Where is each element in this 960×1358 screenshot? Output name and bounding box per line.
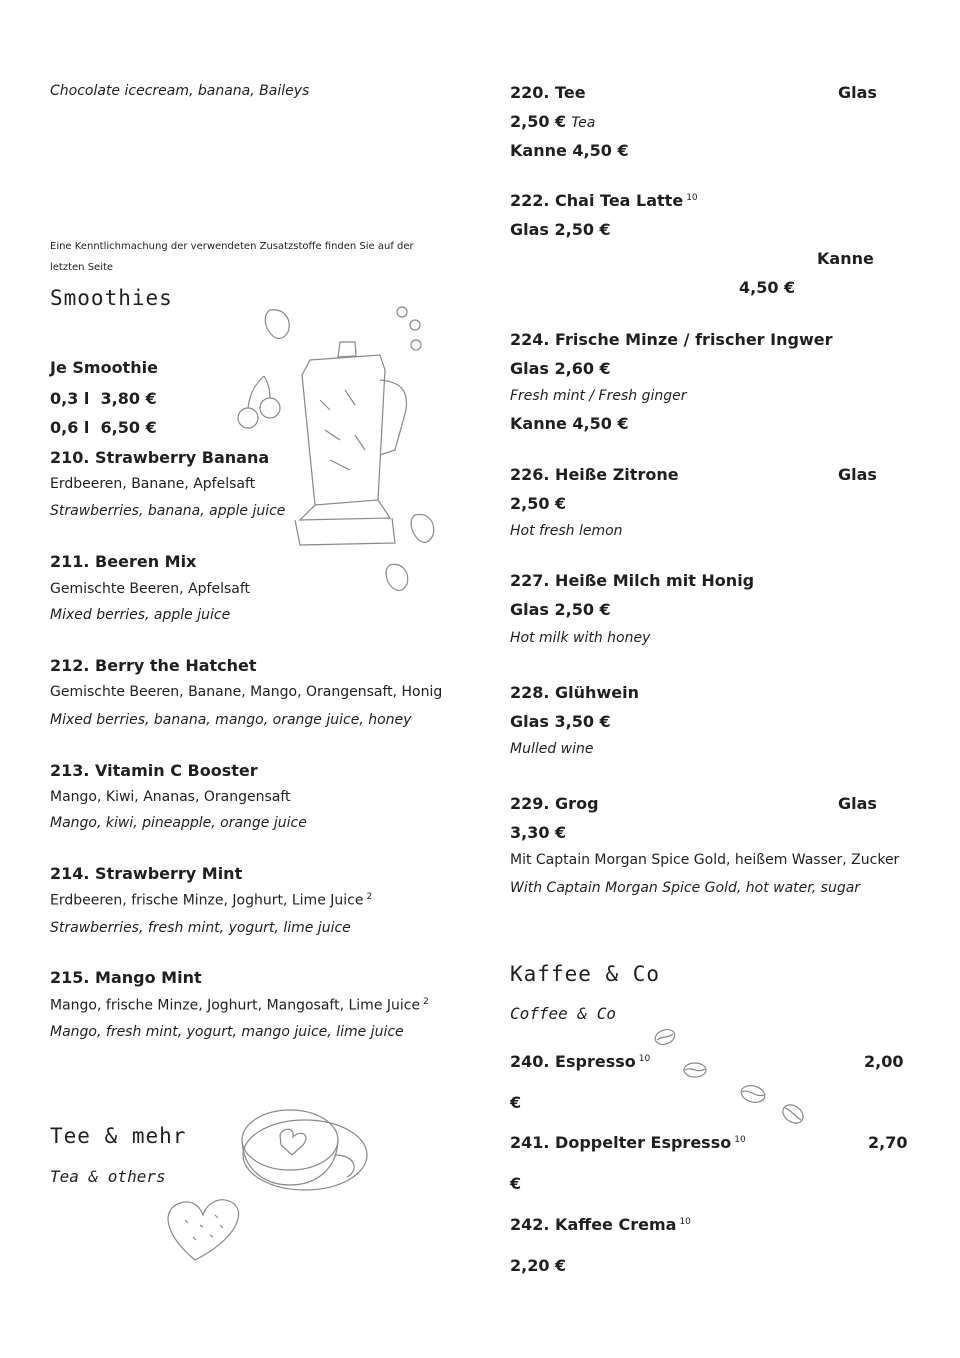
- menu-item-title: 210. Strawberry Banana: [50, 448, 270, 467]
- additive-footnote-marker: 10: [679, 1216, 691, 1227]
- menu-item-price: 2,50 €: [510, 494, 567, 513]
- menu-item-ingredients-en: Strawberries, fresh mint, yogurt, lime juice: [50, 920, 351, 936]
- menu-item-glas-price: Glas 2,60 €: [510, 359, 611, 378]
- menu-item-price: 4,50 €: [739, 278, 796, 297]
- menu-item-ingredients-en: Mango, kiwi, pineapple, orange juice: [50, 815, 307, 831]
- menu-item-name-en: Mulled wine: [510, 741, 594, 757]
- menu-item-size-label: Glas: [838, 465, 877, 484]
- menu-item-name-en: Hot fresh lemon: [510, 523, 623, 539]
- dessert-description: Chocolate icecream, banana, Baileys: [50, 83, 310, 99]
- menu-item-title: 240. Espresso $^{10}$: [510, 1052, 651, 1071]
- kaffee-heading: Kaffee & Co: [510, 962, 661, 986]
- menu-item-name-en: Tea: [571, 115, 596, 131]
- menu-item-price: 3,30 €: [510, 823, 567, 842]
- additives-footnote-line2: letzten Seite: [50, 262, 114, 273]
- menu-item-ingredients-en: Strawberries, banana, apple juice: [50, 503, 286, 519]
- menu-item-title: 211. Beeren Mix: [50, 552, 197, 571]
- menu-item-glas-price: Glas 2,50 €: [510, 220, 611, 239]
- menu-item-title: 228. Glühwein: [510, 683, 639, 702]
- menu-item-size-label: Kanne: [817, 249, 874, 268]
- additive-footnote-marker: 10: [638, 1053, 651, 1064]
- menu-item-title: 213. Vitamin C Booster: [50, 761, 258, 780]
- smoothies-heading: Smoothies: [50, 286, 173, 310]
- menu-item-title: 224. Frische Minze / frischer Ingwer: [510, 330, 833, 349]
- menu-item-price: 2,20 €: [510, 1256, 567, 1275]
- menu-item-currency: €: [510, 1093, 522, 1112]
- menu-item-ingredients-en: With Captain Morgan Spice Gold, hot water, sugar: [510, 880, 861, 896]
- menu-item-currency: €: [510, 1174, 522, 1193]
- coffee-bean-sketch-icon: [645, 1022, 815, 1132]
- additives-footnote-line1: Eine Kenntlichmachung der verwendeten Zusatzstoffe finden Sie auf der: [50, 241, 414, 252]
- menu-item-kanne-price: Kanne 4,50 €: [510, 414, 629, 433]
- menu-item-price-row: [510, 112, 595, 131]
- menu-item-ingredients-en: Mixed berries, banana, mango, orange juice, honey: [50, 712, 412, 728]
- menu-item-title: 214. Strawberry Mint: [50, 864, 243, 883]
- coffee-cup-sketch-icon: [155, 1085, 380, 1280]
- menu-item-ingredients-en: Mixed berries, apple juice: [50, 607, 231, 623]
- menu-item-size-label: Glas: [838, 83, 877, 102]
- menu-item-ingredients-de: Gemischte Beeren, Banane, Mango, Orangensaft, Honig: [50, 684, 443, 700]
- menu-item-ingredients-de: Mit Captain Morgan Spice Gold, heißem Wasser, Zucker: [510, 852, 900, 868]
- smoothie-size-small: 0,3 l 3,80 €: [50, 389, 157, 408]
- menu-item-ingredients-de: Mango, frische Minze, Joghurt, Mangosaft, Lime Juice $^2$: [50, 997, 429, 1014]
- additive-footnote-marker: 2: [366, 892, 373, 902]
- menu-item-title: 222. Chai Tea Latte $^{10}$: [510, 191, 698, 210]
- je-smoothie-label: Je Smoothie: [50, 358, 158, 377]
- menu-item-name-en: Fresh mint / Fresh ginger: [510, 388, 687, 404]
- menu-item-title: 215. Mango Mint: [50, 968, 202, 987]
- menu-item-title: 242. Kaffee Crema $^{10}$: [510, 1215, 691, 1234]
- menu-item-price: 2,70: [868, 1133, 908, 1152]
- menu-item-title: 220. Tee: [510, 83, 586, 102]
- smoothie-size-large: 0,6 l 6,50 €: [50, 418, 157, 437]
- tee-subheading: Tea & others: [50, 1167, 166, 1186]
- menu-item-title: 227. Heiße Milch mit Honig: [510, 571, 755, 590]
- menu-item-ingredients-de: Gemischte Beeren, Apfelsaft: [50, 581, 251, 597]
- additive-footnote-marker: 10: [686, 192, 698, 203]
- kaffee-subheading: Coffee & Co: [510, 1004, 616, 1023]
- menu-item-title: 241. Doppelter Espresso $^{10}$: [510, 1133, 746, 1152]
- menu-item-ingredients-en: Mango, fresh mint, yogurt, mango juice, lime juice: [50, 1024, 404, 1040]
- menu-item-title: 212. Berry the Hatchet: [50, 656, 257, 675]
- additive-footnote-marker: 10: [734, 1134, 746, 1145]
- menu-item-ingredients-de: Erdbeeren, frische Minze, Joghurt, Lime Juice $^2$: [50, 892, 373, 909]
- menu-item-glas-price: Glas 2,50 €: [510, 600, 611, 619]
- menu-item-glas-price: Glas 3,50 €: [510, 712, 611, 731]
- blender-sketch-icon: [230, 300, 450, 600]
- additive-footnote-marker: 2: [423, 997, 429, 1007]
- tee-heading: Tee & mehr: [50, 1124, 187, 1148]
- menu-item-price: 2,50 €: [510, 112, 567, 131]
- menu-item-title: 226. Heiße Zitrone: [510, 465, 679, 484]
- menu-item-title: 229. Grog: [510, 794, 599, 813]
- menu-item-ingredients-de: Erdbeeren, Banane, Apfelsaft: [50, 476, 256, 492]
- menu-item-size-label: Glas: [838, 794, 877, 813]
- menu-item-ingredients-de: Mango, Kiwi, Ananas, Orangensaft: [50, 789, 291, 805]
- menu-item-kanne-price: Kanne 4,50 €: [510, 141, 629, 160]
- menu-item-name-en: Hot milk with honey: [510, 630, 651, 646]
- menu-item-price: 2,00: [864, 1052, 904, 1071]
